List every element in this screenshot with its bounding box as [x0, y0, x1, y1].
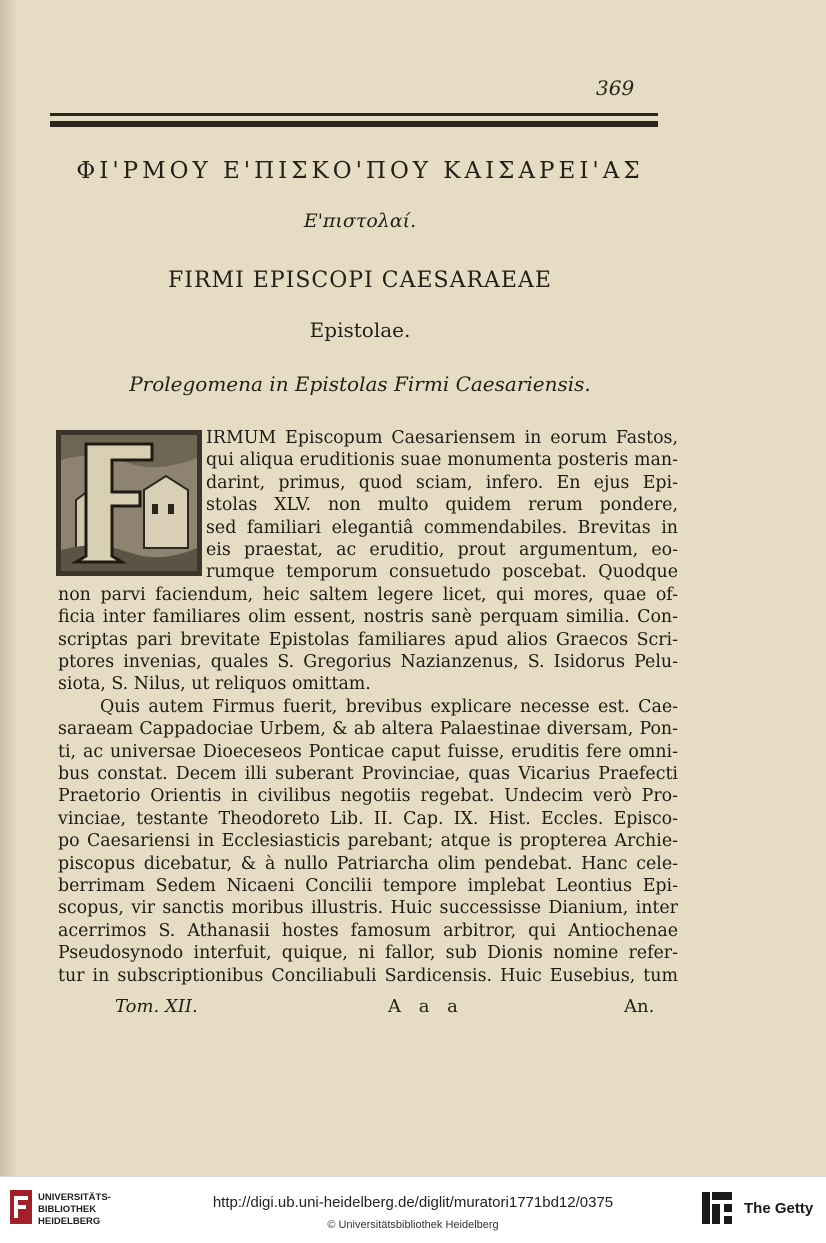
body-line: po Caesariensi in Ecclesiasticis parebant; atque is propterea Archie-: [58, 831, 678, 852]
body-line: stolas XLV. non multo quidem rerum pondere,: [206, 495, 678, 516]
copyright-notice: © Universitätsbibliothek Heidelberg: [327, 1219, 499, 1231]
body-line: eis praestat, ac eruditio, prout argumentum, eo-: [206, 540, 678, 560]
header-rule-thin: [50, 113, 658, 116]
library-name-line3: HEIDELBERG: [38, 1216, 101, 1227]
show-through-text: [200, 90, 620, 390]
greek-title: ΦΙ'ΡΜΟΥ Ε'ΠΙΣΚΟ'ΠΟΥ ΚΑΙΣΑΡΕΙ'ΑΣ: [76, 158, 644, 184]
body-line: scopus, vir sanctis moribus illustris. Huic successisse Dianium, inter: [58, 898, 678, 919]
body-line: siota, S. Nilus, ut reliquos omittam.: [58, 674, 371, 695]
header-rule-thick: [50, 121, 658, 127]
body-line: tur in subscriptionibus Conciliabuli Sardicensis. Huic Eusebius, tum: [58, 965, 678, 986]
latin-title: FIRMI EPISCOPI CAESARAEAE: [168, 268, 552, 293]
body-line: ptores invenias, quales S. Gregorius Nazianzenus, S. Isidorus Pelu-: [58, 652, 678, 672]
page-number: 369: [596, 76, 635, 100]
prolegomena-heading: Prolegomena in Epistolas Firmi Caesariensis.: [129, 372, 591, 396]
body-line: rumque temporum consuetudo poscebat. Quodque: [206, 562, 678, 583]
catchword: An.: [624, 996, 655, 1017]
body-line: vinciae, testante Theodoreto Lib. II. Cap. IX. Hist. Eccles. Episco-: [58, 808, 678, 829]
library-name-line1: UNIVERSITÄTS-: [38, 1192, 111, 1203]
body-line: non parvi faciendum, heic saltem legere licet, qui mores, quae of-: [58, 584, 678, 605]
body-line: Quis autem Firmus fuerit, brevibus explicare necesse est. Cae-: [100, 696, 678, 717]
body-line: ficia inter familiares olim essent, nostris sanè perquam similia. Con-: [58, 607, 678, 628]
partner-name[interactable]: The Getty: [744, 1200, 814, 1217]
body-line: Pseudosynodo interfuit, quique, ni fallor, sub Dionis nomine refer-: [58, 943, 678, 964]
body-line: bus constat. Decem illi suberant Provinciae, quas Vicarius Praefecti: [58, 764, 678, 784]
latin-subtitle: Epistolae.: [309, 318, 411, 342]
body-line: saraeam Cappadociae Urbem, & ab altera Palaestinae diversam, Pon-: [58, 719, 678, 740]
body-line: piscopus dicebatur, & à nullo Patriarcha olim pendebat. Hanc cele-: [58, 853, 678, 874]
body-line: scriptas pari brevitate Epistolas familiares apud alios Graecos Scri-: [58, 629, 678, 650]
greek-subtitle: Ε'πιστολαί.: [303, 210, 417, 232]
body-line: Praetorio Orientis in civilibus negotiis regebat. Undecim verò Pro-: [58, 786, 678, 807]
body-line: IRMUM Episcopum Caesariensem in eorum Fastos,: [206, 428, 678, 448]
decorated-initial-f: [56, 430, 202, 576]
body-line: berrimam Sedem Nicaeni Concilii tempore implebat Leontius Epi-: [58, 876, 678, 896]
body-line: sed familiari elegantiâ commendabiles. Brevitas in: [206, 517, 678, 538]
body-line: acerrimos S. Athanasii hostes famosum arbitror, qui Antiochenae: [58, 920, 678, 941]
permalink-url[interactable]: http://digi.ub.uni-heidelberg.de/diglit/muratori1771bd12/0375: [212, 1194, 614, 1211]
getty-logo-icon[interactable]: [700, 1190, 734, 1226]
signature-mark: A a a: [388, 996, 464, 1017]
library-name-line2: BIBLIOTHEK: [38, 1204, 97, 1215]
body-line: qui aliqua eruditionis suae monumenta posteris man-: [206, 450, 678, 471]
volume-marker: Tom. XII.: [115, 996, 198, 1017]
body-line: ti, ac universae Dioeceseos Ponticae caput fuisse, eruditis fere omni-: [58, 741, 678, 762]
body-line: darint, primus, quod sciam, infero. En ejus Epi-: [206, 472, 678, 493]
